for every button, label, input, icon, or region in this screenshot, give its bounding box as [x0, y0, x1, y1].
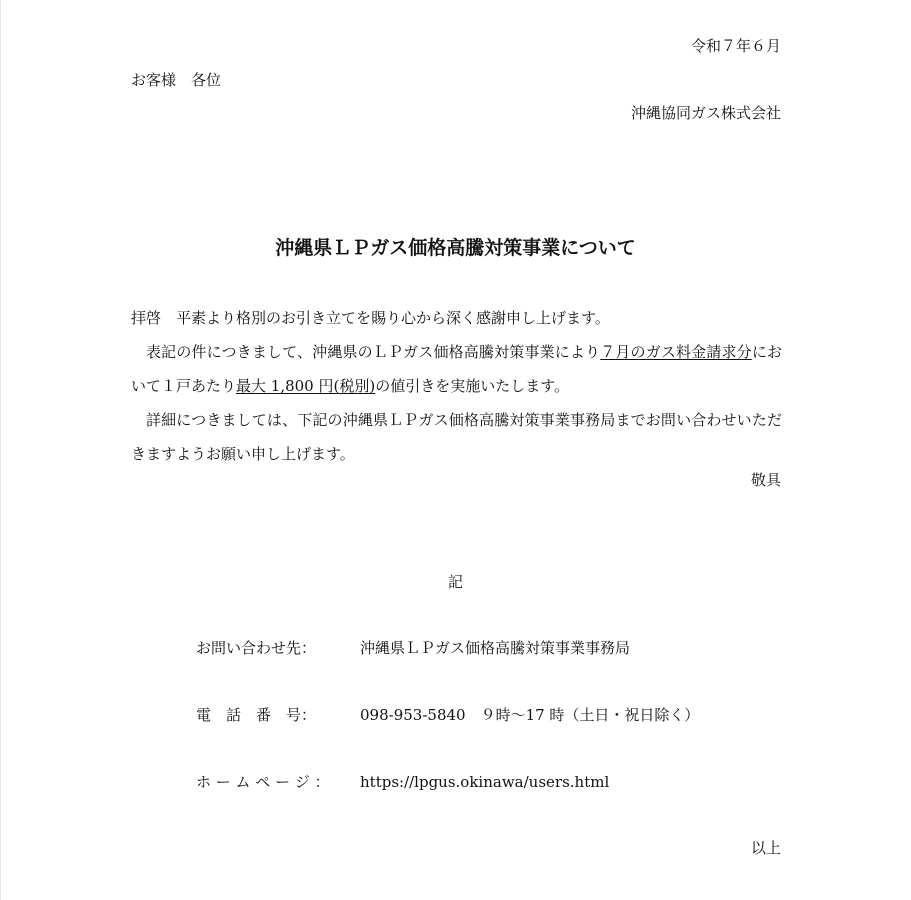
phone-value: 098-953-5840 ９時～17 時（土日・祝日除く）: [360, 706, 700, 724]
discount-text-b: において１戸あたり: [131, 343, 782, 395]
discount-text-c: の値引きを実施いたします。: [375, 377, 570, 395]
note-heading: 記: [447, 573, 463, 591]
discount-paragraph: [131, 335, 782, 403]
document-title: 沖縄県ＬＰガス価格高騰対策事業について: [275, 237, 636, 259]
greeting-paragraph: 拝啓 平素より格別のお引き立てを賜り心から深く感謝申し上げます。: [131, 309, 610, 327]
end-mark: 以上: [750, 839, 781, 857]
document-date: 令和７年６月: [690, 37, 781, 55]
sender-company: 沖縄協同ガス株式会社: [630, 104, 781, 122]
discount-amount-emphasis: 最大 1,800 円(税別): [236, 377, 376, 395]
inquiry-label: お問い合わせ先：: [196, 639, 317, 657]
website-url[interactable]: https://lpgus.okinawa/users.html: [360, 773, 610, 791]
billing-period-emphasis: ７月のガス料金請求分: [600, 343, 752, 361]
website-label: ホ ー ム ペ ー ジ ：: [196, 773, 330, 791]
page-edge: [0, 0, 1, 900]
closing-keigu: 敬具: [750, 471, 781, 489]
details-paragraph: 詳細につきましては、下記の沖縄県ＬＰガス価格高騰対策事業事務局までお問い合わせいただきますようお願い申し上げます。: [131, 411, 782, 463]
letter-body: [131, 301, 782, 471]
inquiry-value: 沖縄県ＬＰガス価格高騰対策事業事務局: [360, 639, 631, 657]
phone-label: 電 話 番 号：: [196, 706, 317, 724]
discount-text-a: 表記の件につきまして、沖縄県のＬＰガス価格高騰対策事業により: [146, 343, 601, 361]
recipient-line: お客様 各位: [131, 71, 222, 89]
